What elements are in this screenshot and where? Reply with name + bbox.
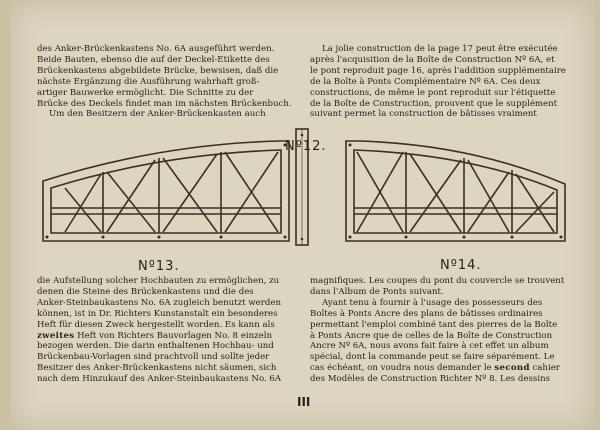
text-line: de la Boîte de Construction, prouvent que le supplément bbox=[310, 98, 558, 109]
text-line: La jolie construction de la page 17 peut être exécutée bbox=[322, 44, 558, 54]
german-text-bottom bbox=[37, 276, 300, 385]
truss-figure-14 bbox=[340, 136, 570, 246]
text-line: après l'acquisition de la Boîte de Construction Nº 6A, et bbox=[310, 54, 555, 65]
text-line: Boîtes à Ponts Ancre des plans de bâtisses ordinaires bbox=[310, 308, 543, 319]
text-span: Heft von Richters Bauvorlagen No. 8 einzeln bbox=[74, 330, 273, 341]
text-line: à Ponts Ancre que de celles de la Boîte de Construction bbox=[310, 330, 553, 341]
text-line: Besitzer des Anker-Brückenkastens nicht säumen, sich bbox=[37, 363, 277, 374]
text-line: denen die Steine des Brückenkastens und die des bbox=[37, 286, 254, 297]
text-line: Um den Besitzern der Anker-Brückenkasten auch bbox=[49, 109, 266, 120]
text-line: Heft für diesen Zweck hergestellt worden. Es kann als bbox=[37, 319, 275, 330]
figure-label-12: Nº12. bbox=[285, 139, 327, 154]
text-line: suivant permet la construction de bâtisses vraiment bbox=[310, 109, 537, 120]
text-line: dans l'Album de Ponts suivant. bbox=[310, 286, 444, 297]
text-line: magnifiques. Les coupes du pont du couvercle se trouvent bbox=[310, 276, 565, 286]
text-line bbox=[37, 331, 300, 342]
french-text-top bbox=[310, 44, 574, 120]
figure-label-13: Nº13. bbox=[138, 259, 180, 274]
text-line: Ancre Nº 6A, nous avons fait faire à cet effet un album bbox=[310, 341, 549, 352]
text-line: nächste Ergänzung die Ausführung wahrhaft groß- bbox=[37, 76, 260, 87]
text-line: bezogen werden. Die darin enthaltenen Hochbau- und bbox=[37, 341, 274, 352]
text-span: cahier bbox=[529, 363, 560, 374]
bold-word: second bbox=[494, 363, 530, 374]
figure-label-14: Nº14. bbox=[440, 258, 482, 273]
text-line bbox=[310, 363, 574, 374]
text-line: können, ist in Dr. Richters Kunstanstalt ein besonderes bbox=[37, 308, 278, 319]
text-line: nach dem Hinzukauf des Anker-Steinbaukastens No. 6A bbox=[37, 374, 282, 385]
french-text-bottom bbox=[310, 276, 574, 385]
german-text-top bbox=[37, 44, 300, 120]
text-line: die Aufstellung solcher Hochbauten zu ermöglichen, zu bbox=[37, 276, 280, 286]
bold-word: zweites bbox=[37, 330, 75, 341]
text-line: Anker-Steinbaukastens No. 6A zugleich benutzt werden bbox=[37, 297, 282, 308]
page-number: III bbox=[297, 395, 311, 409]
truss-figure-13 bbox=[35, 136, 295, 246]
text-span: cas échéant, on voudra nous demander le bbox=[310, 363, 495, 374]
text-line: des Modèles de Construction Richter Nº 8. Les dessins bbox=[310, 374, 551, 385]
text-line: Beide Bauten, ebenso die auf der Deckel-Etikette des bbox=[37, 54, 270, 65]
text-line: Brückenbau-Vorlagen sind prachtvoll und sollte jeder bbox=[37, 352, 270, 363]
text-line: Brücke des Deckels findet man im nächsten Brückenbuch. bbox=[37, 98, 292, 109]
text-line: Ayant tenu à fournir à l'usage des possesseurs des bbox=[322, 297, 543, 308]
text-line: Brückenkastens abgebildete Brücke, bewsisen, daß die bbox=[37, 65, 279, 76]
text-line: constructions, de même le pont reproduit sur l'étiquette bbox=[310, 87, 556, 98]
text-line: le pont reproduit page 16, après l'addition supplémentaire bbox=[310, 65, 566, 76]
text-line: de la Boîte à Ponts Complémentaire Nº 6A. Ces deux bbox=[310, 76, 541, 87]
book-page bbox=[10, 0, 595, 430]
text-line: permettant l'emploi combiné tant des pierres de la Boîte bbox=[310, 319, 558, 330]
text-line: des Anker-Brückenkastens No. 6A ausgeführt werden. bbox=[37, 44, 275, 54]
text-line: spécial, dont la commande peut se faire séparément. Le bbox=[310, 352, 555, 363]
text-line: artiger Bauwerke ermöglicht. Die Schnitte zu der bbox=[37, 87, 254, 98]
